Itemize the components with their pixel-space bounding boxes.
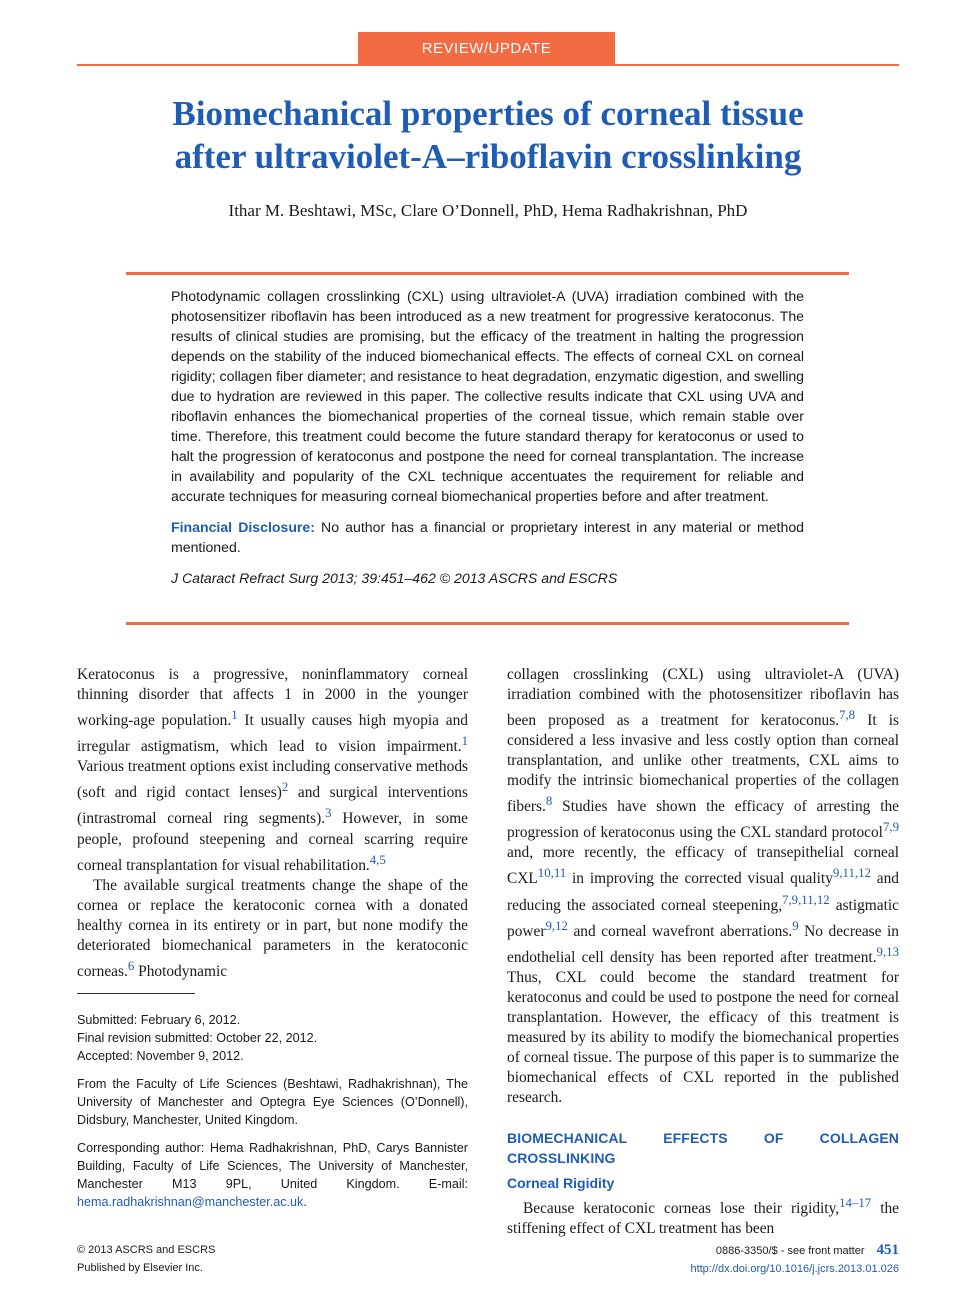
abstract-text: Photodynamic collagen crosslinking (CXL) using ultraviolet-A (UVA) irradiation combined with the photosensitizer riboflavin has been introduced as a new treatment for progressive keratoconus. The results of clinical studies are promising, but the efficacy of the treatment in halting the progression depends on the stability of the induced biomechanical effects. The effects of corneal CXL on corneal rigidity; collagen fiber diameter; and resistance to heat degradation, enzymatic digestion, and swelling due to hydration are reviewed in this paper. The collective results indicate that CXL using UVA and riboflavin enhances the biomechanical properties of the corneal tissue, which remain stable over time. Therefore, this treatment could become the future standard therapy for keratoconus or used to halt the progression of keratoconus and postpone the need for corneal transplantation. The increase in availability and popularity of the CXL technique accentuates the requirement for reliable and accurate techniques for measuring corneal biomechanical properties before and after treatment. (171, 288, 805, 504)
author-list: Ithar M. Beshtawi, MSc, Clare O’Donnell, PhD, Hema Radhakrishnan, PhD (228, 201, 748, 220)
body-right-column (507, 665, 899, 1239)
reference-link[interactable]: 8 (545, 794, 553, 809)
issn: 0886-3350/$ - see front matter (715, 1245, 865, 1257)
reference-link[interactable]: 9,12 (545, 918, 568, 933)
intro-paragraph-2: The available surgical treatments change the shape of the cornea or replace the keratoconic cornea with a donated healthy cornea in its entirety or in part, but none modify the deteriorated biomechanical parameters in the keratoconic corneas.$^6$ Photodynamic (77, 876, 468, 980)
reference-link[interactable]: 7,9 (882, 820, 899, 835)
footnote-rule (77, 993, 195, 994)
reference-link[interactable]: 14–17 (839, 1195, 872, 1210)
subsection-heading: Corneal Rigidity (507, 1174, 615, 1191)
article-dates (77, 1011, 468, 1065)
header-rule (77, 64, 899, 66)
disclosure-label: Financial Disclosure: (171, 519, 315, 535)
copyright: © 2013 ASCRS and ESCRS (77, 1244, 216, 1256)
reference-link[interactable]: 1 (461, 734, 468, 749)
reference-link[interactable]: 9,11,12 (832, 866, 871, 881)
publisher: Published by Elsevier Inc. (77, 1262, 203, 1274)
reference-link[interactable]: 7,9,11,12 (782, 892, 830, 907)
corneal-rigidity-paragraph: Because keratoconic corneas lose their rigidity,$^{14-17}$ the stiffening effect of CXL treatment has been (507, 1195, 900, 1237)
reference-link[interactable]: 4,5 (369, 852, 386, 867)
reference-link[interactable]: 7,8 (839, 708, 856, 722)
intro-paragraph-1: Keratoconus is a progressive, noninflammatory corneal thinning disorder that affects 1 in 2000 in the younger working-age population.$^1$ It usually causes high myopia and irregular astigmatism, which lead to vision impairment.$^1$ Various treatment options exist including conservative methods (soft and rigid contact lenses)$^2$ and surgical interventions (intrastromal corneal ring segments).$^3$ However, in some people, profound steepening and corneal scarring require corneal transplantation for visual rehabilitation.$^{4,5}$ (77, 666, 468, 874)
reference-link[interactable]: 9 (792, 918, 799, 933)
financial-disclosure (171, 517, 804, 557)
title-line-2: after ultraviolet-A–riboflavin crosslinking (174, 137, 802, 176)
footer-left (77, 1241, 215, 1277)
corresponding-author: Corresponding author: Hema Radhakrishnan, PhD, Carys Bannister Building, Faculty of Life Sciences, The University of Manchester, Manchester M13 9PL, United Kingdom. E-mail: hema.radhakrishnan@manchester.ac.uk. (77, 1141, 468, 1209)
reference-link[interactable]: 10,11 (537, 866, 567, 881)
article-title (77, 92, 899, 178)
date-accepted: Accepted: November 9, 2012. (77, 1049, 244, 1063)
abstract (171, 286, 804, 588)
abstract-rule-bottom (126, 622, 849, 625)
section-label: REVIEW/UPDATE (358, 32, 615, 65)
footer-right (600, 1241, 899, 1278)
reference-link[interactable]: 6 (127, 958, 135, 973)
abstract-rule-top (126, 272, 849, 275)
footnotes (77, 1011, 468, 1221)
reference-link[interactable]: 9,13 (876, 944, 899, 959)
date-revised: Final revision submitted: October 22, 2012. (77, 1031, 318, 1045)
section-heading: BIOMECHANICAL EFFECTS OF COLLAGEN CROSSLINKING (507, 1129, 899, 1166)
date-submitted: Submitted: February 6, 2012. (77, 1013, 241, 1027)
email-link[interactable]: hema.radhakrishnan@manchester.ac.uk (77, 1195, 304, 1209)
reference-link[interactable]: 2 (281, 780, 289, 795)
title-line-1: Biomechanical properties of corneal tissue (172, 94, 804, 133)
page-number: 451 (876, 1242, 899, 1258)
reference-link[interactable]: 3 (325, 806, 332, 821)
body-left-column (77, 665, 468, 982)
intro-paragraph-2-continued: collagen crosslinking (CXL) using ultraviolet-A (UVA) irradiation combined with the photosensitizer riboflavin has been proposed as a treatment for keratoconus.$^{7,8}$ It is considered a less invasive and less costly option than corneal transplantation, and unlike other treatments, CXL aims to modify the intrinsic biomechanical properties of the collagen fibers.$^8$ Studies have shown the efficacy of arresting the progression of keratoconus using the CXL standard protocol$^{7,9}$ and, more recently, the efficacy of transepithelial corneal CXL$^{10,11}$ in improving the corrected visual quality$^{9,11,12}$ and reducing the associated corneal steepening,$^{7,9,11,12}$ astigmatic power$^{9,12}$ and corneal wavefront aberrations.$^9$ No decrease in endothelial cell density has been reported after treatment.$^{9,13}$ Thus, CXL could become the standard treatment for keratoconus and could be used to postpone the need for corneal transplantation. However, the efficacy of this treatment is measured by its ability to modify the biomechanical properties of corneal tissue. The purpose of this paper is to summarize the biomechanical effects of CXL reported in the published research. (507, 666, 899, 1106)
doi-link[interactable]: http://dx.doi.org/10.1016/j.jcrs.2013.01.026 (690, 1263, 899, 1275)
author-affiliation: From the Faculty of Life Sciences (Beshtawi, Radhakrishnan), The University of Manchester and Optegra Eye Sciences (O’Donnell), Didsbury, Manchester, United Kingdom. (77, 1077, 468, 1127)
journal-citation: J Cataract Refract Surg 2013; 39:451–462 © 2013 ASCRS and ESCRS (171, 570, 618, 586)
reference-link[interactable]: 1 (231, 708, 238, 722)
disclosure-text: No author has a financial or proprietary interest in any material or method mentioned. (171, 519, 804, 555)
